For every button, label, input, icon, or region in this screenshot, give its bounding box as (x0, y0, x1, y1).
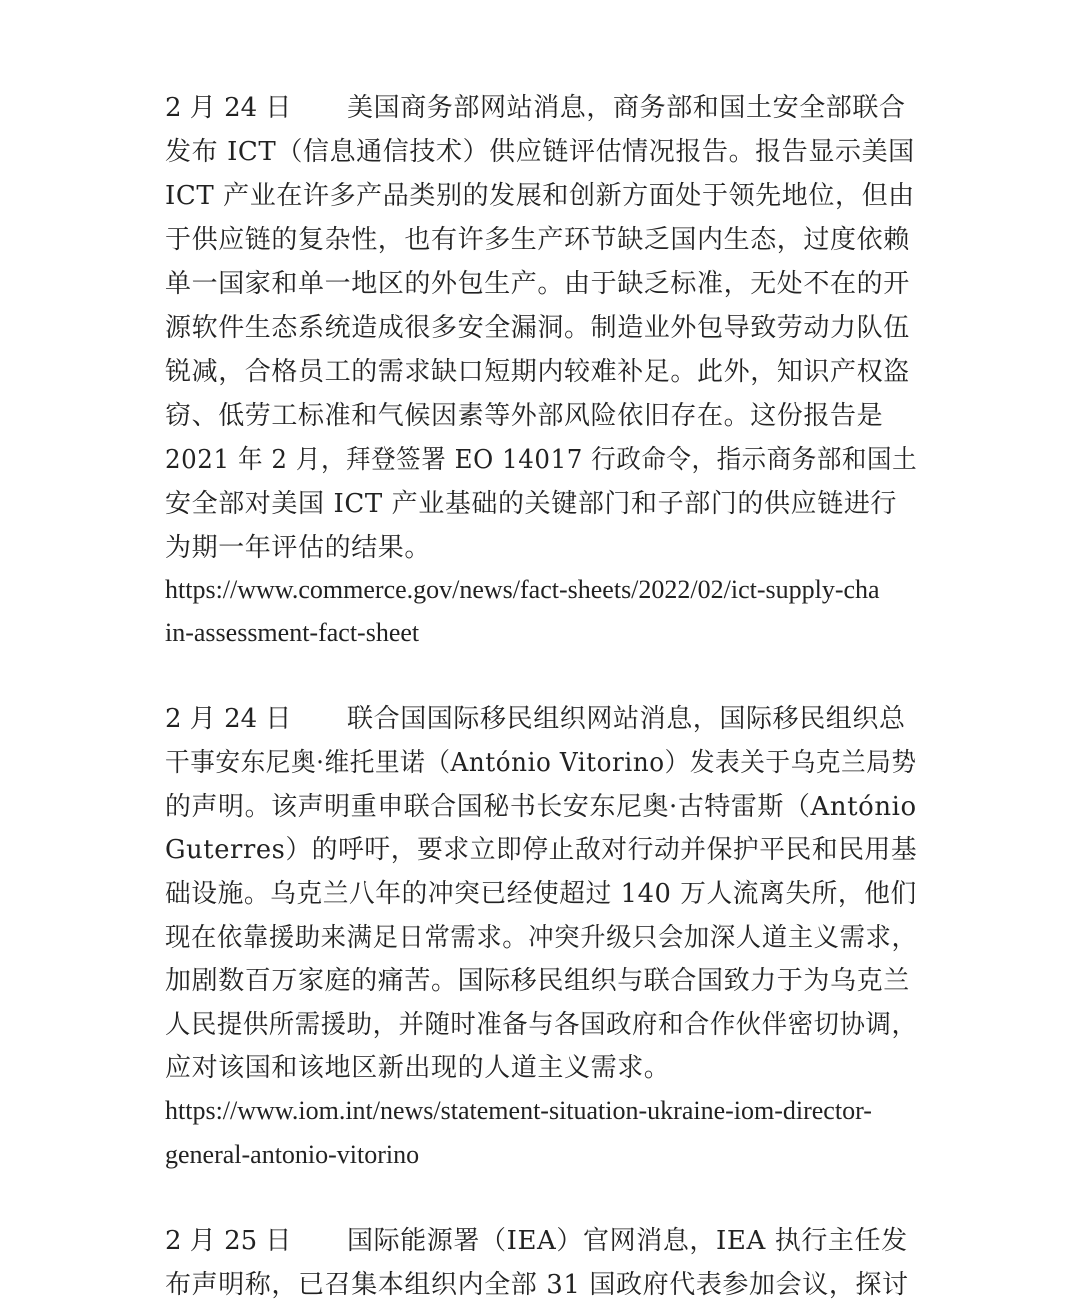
entry-first-line (165, 93, 906, 123)
entry-text-line: 布声明称，已召集本组织内全部 31 国政府代表参加会议，探讨 (165, 1270, 909, 1300)
entry-text-line: 人民提供所需援助，并随时准备与各国政府和合作伙伴密切协调， (165, 1010, 918, 1040)
entry-first-line (165, 1226, 908, 1256)
entry-text-line: Guterres）的呼吁，要求立即停止敌对行动并保护平民和民用基 (165, 835, 918, 865)
entry-text-line: 窃、低劳工标准和气候因素等外部风险依旧存在。这份报告是 (165, 401, 884, 431)
source-url-line: in-assessment-fact-sheet (165, 618, 420, 647)
source-url-line: https://www.iom.int/news/statement-situation-ukraine-iom-director- (165, 1096, 872, 1125)
entry-text-line: 源软件生态系统造成很多安全漏洞。制造业外包导致劳动力队伍 (165, 313, 910, 343)
entry-date: 2 月 24 日 (165, 704, 292, 734)
entry-text-line: 安全部对美国 ICT 产业基础的关键部门和子部门的供应链进行 (165, 489, 898, 519)
entry-text-line: 国际能源署（IEA）官网消息，IEA 执行主任发 (347, 1226, 908, 1256)
entry-text-line: 应对该国和该地区新出现的人道主义需求。 (165, 1053, 671, 1083)
entry-text-line: 础设施。乌克兰八年的冲突已经使超过 140 万人流离失所，他们 (165, 879, 917, 909)
entry-text-line: 美国商务部网站消息，商务部和国土安全部联合 (347, 93, 906, 123)
source-url-line: https://www.commerce.gov/news/fact-sheets/2022/02/ict-supply-cha (165, 575, 880, 604)
entry-text-line: 发布 ICT（信息通信技术）供应链评估情况报告。报告显示美国 (165, 137, 915, 167)
entry-text-line: 为期一年评估的结果。 (165, 533, 432, 563)
entry-text-line: 2021 年 2 月，拜登签署 EO 14017 行政命令，指示商务部和国土 (165, 445, 918, 475)
entry-text-line: 于供应链的复杂性，也有许多生产环节缺乏国内生态，过度依赖 (165, 225, 910, 255)
entry-date: 2 月 25 日 (165, 1226, 292, 1256)
entry-text-line: 加剧数百万家庭的痛苦。国际移民组织与联合国致力于为乌克兰 (165, 966, 910, 996)
entry-text-line: 联合国国际移民组织网站消息，国际移民组织总 (347, 704, 906, 734)
entry-first-line (165, 704, 906, 734)
entry-text-line: 单一国家和单一地区的外包生产。由于缺乏标准，无处不在的开 (165, 269, 910, 299)
entry-text-line: 现在依靠援助来满足日常需求。冲突升级只会加深人道主义需求， (165, 923, 918, 953)
entry-date: 2 月 24 日 (165, 93, 292, 123)
source-url-line: general-antonio-vitorino (165, 1140, 420, 1169)
entry-text-line: 的声明。该声明重申联合国秘书长安东尼奥·古特雷斯（António (165, 792, 917, 822)
entry-text-line: 锐减，合格员工的需求缺口短期内较难补足。此外，知识产权盗 (165, 357, 910, 387)
entry-text-line: 干事安东尼奥·维托里诺（António Vitorino）发表关于乌克兰局势 (165, 748, 917, 778)
entry-text-line: ICT 产业在许多产品类别的发展和创新方面处于领先地位，但由 (165, 181, 915, 211)
